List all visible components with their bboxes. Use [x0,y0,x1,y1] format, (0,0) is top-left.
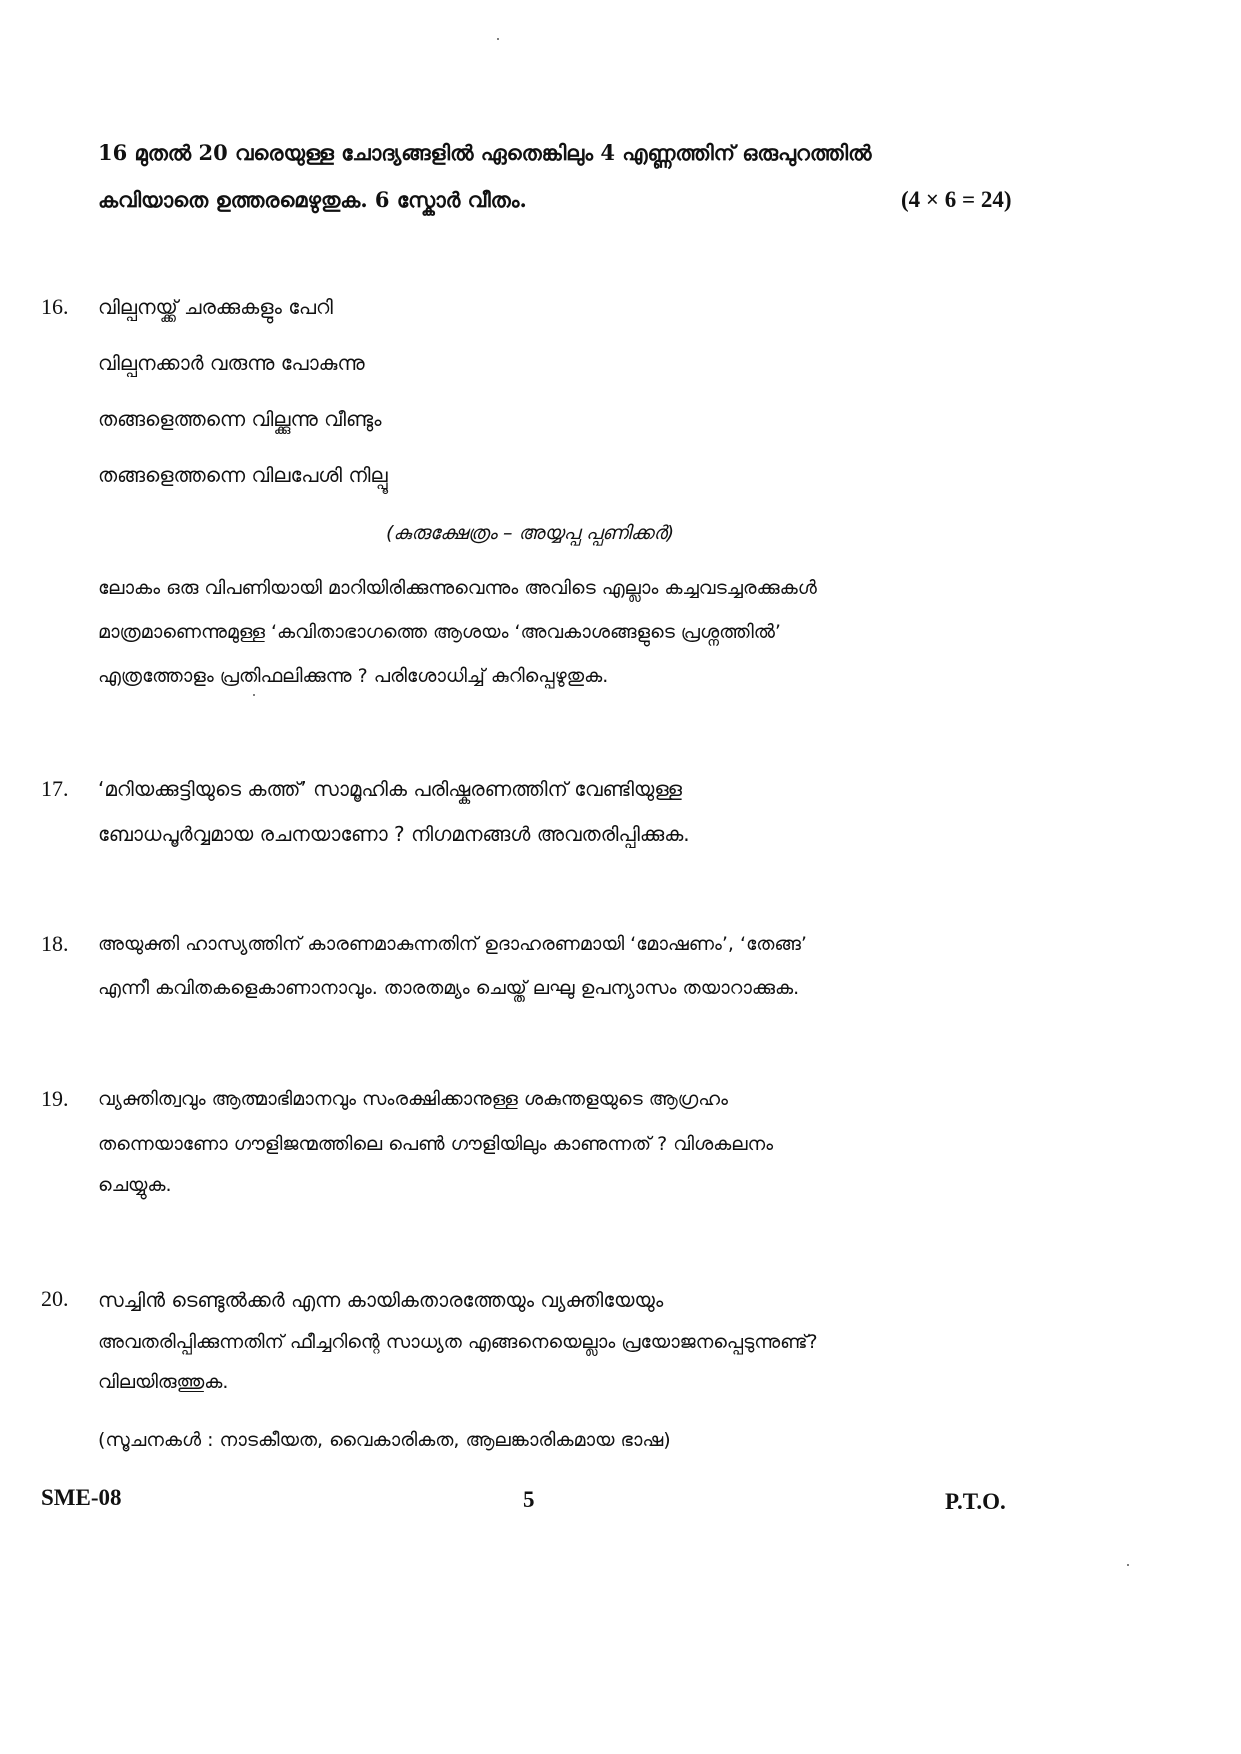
poem-line: തങ്ങളെത്തന്നെ വിലപേശി നില്പൂ [98,463,388,487]
question-text-line: അവതരിപ്പിക്കുന്നതിന് ഫീച്ചറിന്റെ സാധ്യത എങ്ങനെയെല്ലാം പ്രയോജനപ്പെടുന്നുണ്ട്? [98,1331,818,1353]
question-text-line: ചെയ്യുക. [98,1174,172,1196]
marks-allocation: (4 × 6 = 24) [901,187,1012,212]
question-text-line: സച്ചിൻ ടെണ്ടുൽക്കർ എന്ന കായികതാരത്തേയും വ്യക്തിയേയും [98,1288,664,1312]
question-text-line: ‘മറിയക്കുട്ടിയുടെ കത്ത്’ സാമൂഹിക പരിഷ്കരണത്തിന് വേണ്ടിയുള്ള [98,777,682,801]
question-text-line: ലോകം ഒരു വിപണിയായി മാറിയിരിക്കുന്നുവെന്നും അവിടെ എല്ലാം കച്ചവടച്ചരക്കുകൾ [98,577,817,599]
paper-code: SME-08 [41,1485,122,1510]
question-text-line: എന്നീ കവിതകളെകാണാനാവും. താരതമ്യം ചെയ്ത് ലഘു ഉപന്യാസം തയാറാക്കുക. [98,977,800,999]
question-number-16: 16. [41,294,69,319]
question-hint: (സൂചനകൾ : നാടകീയത, വൈകാരികത, ആലങ്കാരികമായ ഭാഷ) [98,1429,671,1451]
poem-credit: (കുരുക്ഷേത്രം – അയ്യപ്പ പ്പണിക്കർ) [386,522,675,544]
question-text-line: തന്നെയാണോ ഗൗളിജന്മത്തിലെ പെൺ ഗൗളിയിലും കാണുന്നത് ? വിശകലനം [98,1133,774,1155]
question-text-line: വ്യക്തിത്വവും ആത്മാഭിമാനവും സംരക്ഷിക്കാനുള്ള ശകുന്തളയുടെ ആഗ്രഹം [98,1088,728,1110]
instruction-line-2: കവിയാതെ ഉത്തരമെഴുതുക. 6 സ്കോർ വീതം. [98,187,527,212]
question-text-line: എത്രത്തോളം പ്രതിഫലിക്കുന്നു ? പരിശോധിച്ച് കുറിപ്പെഴുതുക. [98,665,609,687]
question-number-19: 19. [41,1086,69,1111]
question-number-20: 20. [41,1286,69,1311]
question-number-17: 17. [41,776,69,801]
question-text-line: ബോധപൂർവ്വമായ രചനയാണോ ? നിഗമനങ്ങൾ അവതരിപ്പിക്കുക. [98,822,690,846]
poem-line: വില്പനക്കാർ വരുന്നു പോകുന്നു [98,351,365,375]
scan-speck [1127,1564,1129,1566]
question-text-line: വിലയിരുത്തുക. [98,1371,229,1393]
poem-line: തങ്ങളെത്തന്നെ വില്ക്കുന്നു വീണ്ടും [98,407,382,431]
question-number-18: 18. [41,931,69,956]
poem-line: വില്പനയ്ക്ക് ചരക്കുകളും പേറി [98,295,333,319]
please-turn-over: P.T.O. [945,1489,1006,1514]
scan-speck [497,38,499,40]
question-text-line: മാത്രമാണെന്നുമുള്ള ‘കവിതാഭാഗത്തെ ആശയം ‘അവകാശങ്ങളുടെ പ്രശ്നത്തിൽ’ [98,621,781,643]
page-number: 5 [523,1487,535,1512]
scan-speck [253,694,255,696]
instruction-line-1: 16 മുതൽ 20 വരെയുള്ള ചോദ്യങ്ങളിൽ ഏതെങ്കിലും 4 എണ്ണത്തിന് ഒരുപുറത്തിൽ [98,140,872,165]
question-text-line: അയുക്തി ഹാസ്യത്തിന് കാരണമാകുന്നതിന് ഉദാഹരണമായി ‘മോഷണം’, ‘തേങ്ങ’ [98,933,807,955]
